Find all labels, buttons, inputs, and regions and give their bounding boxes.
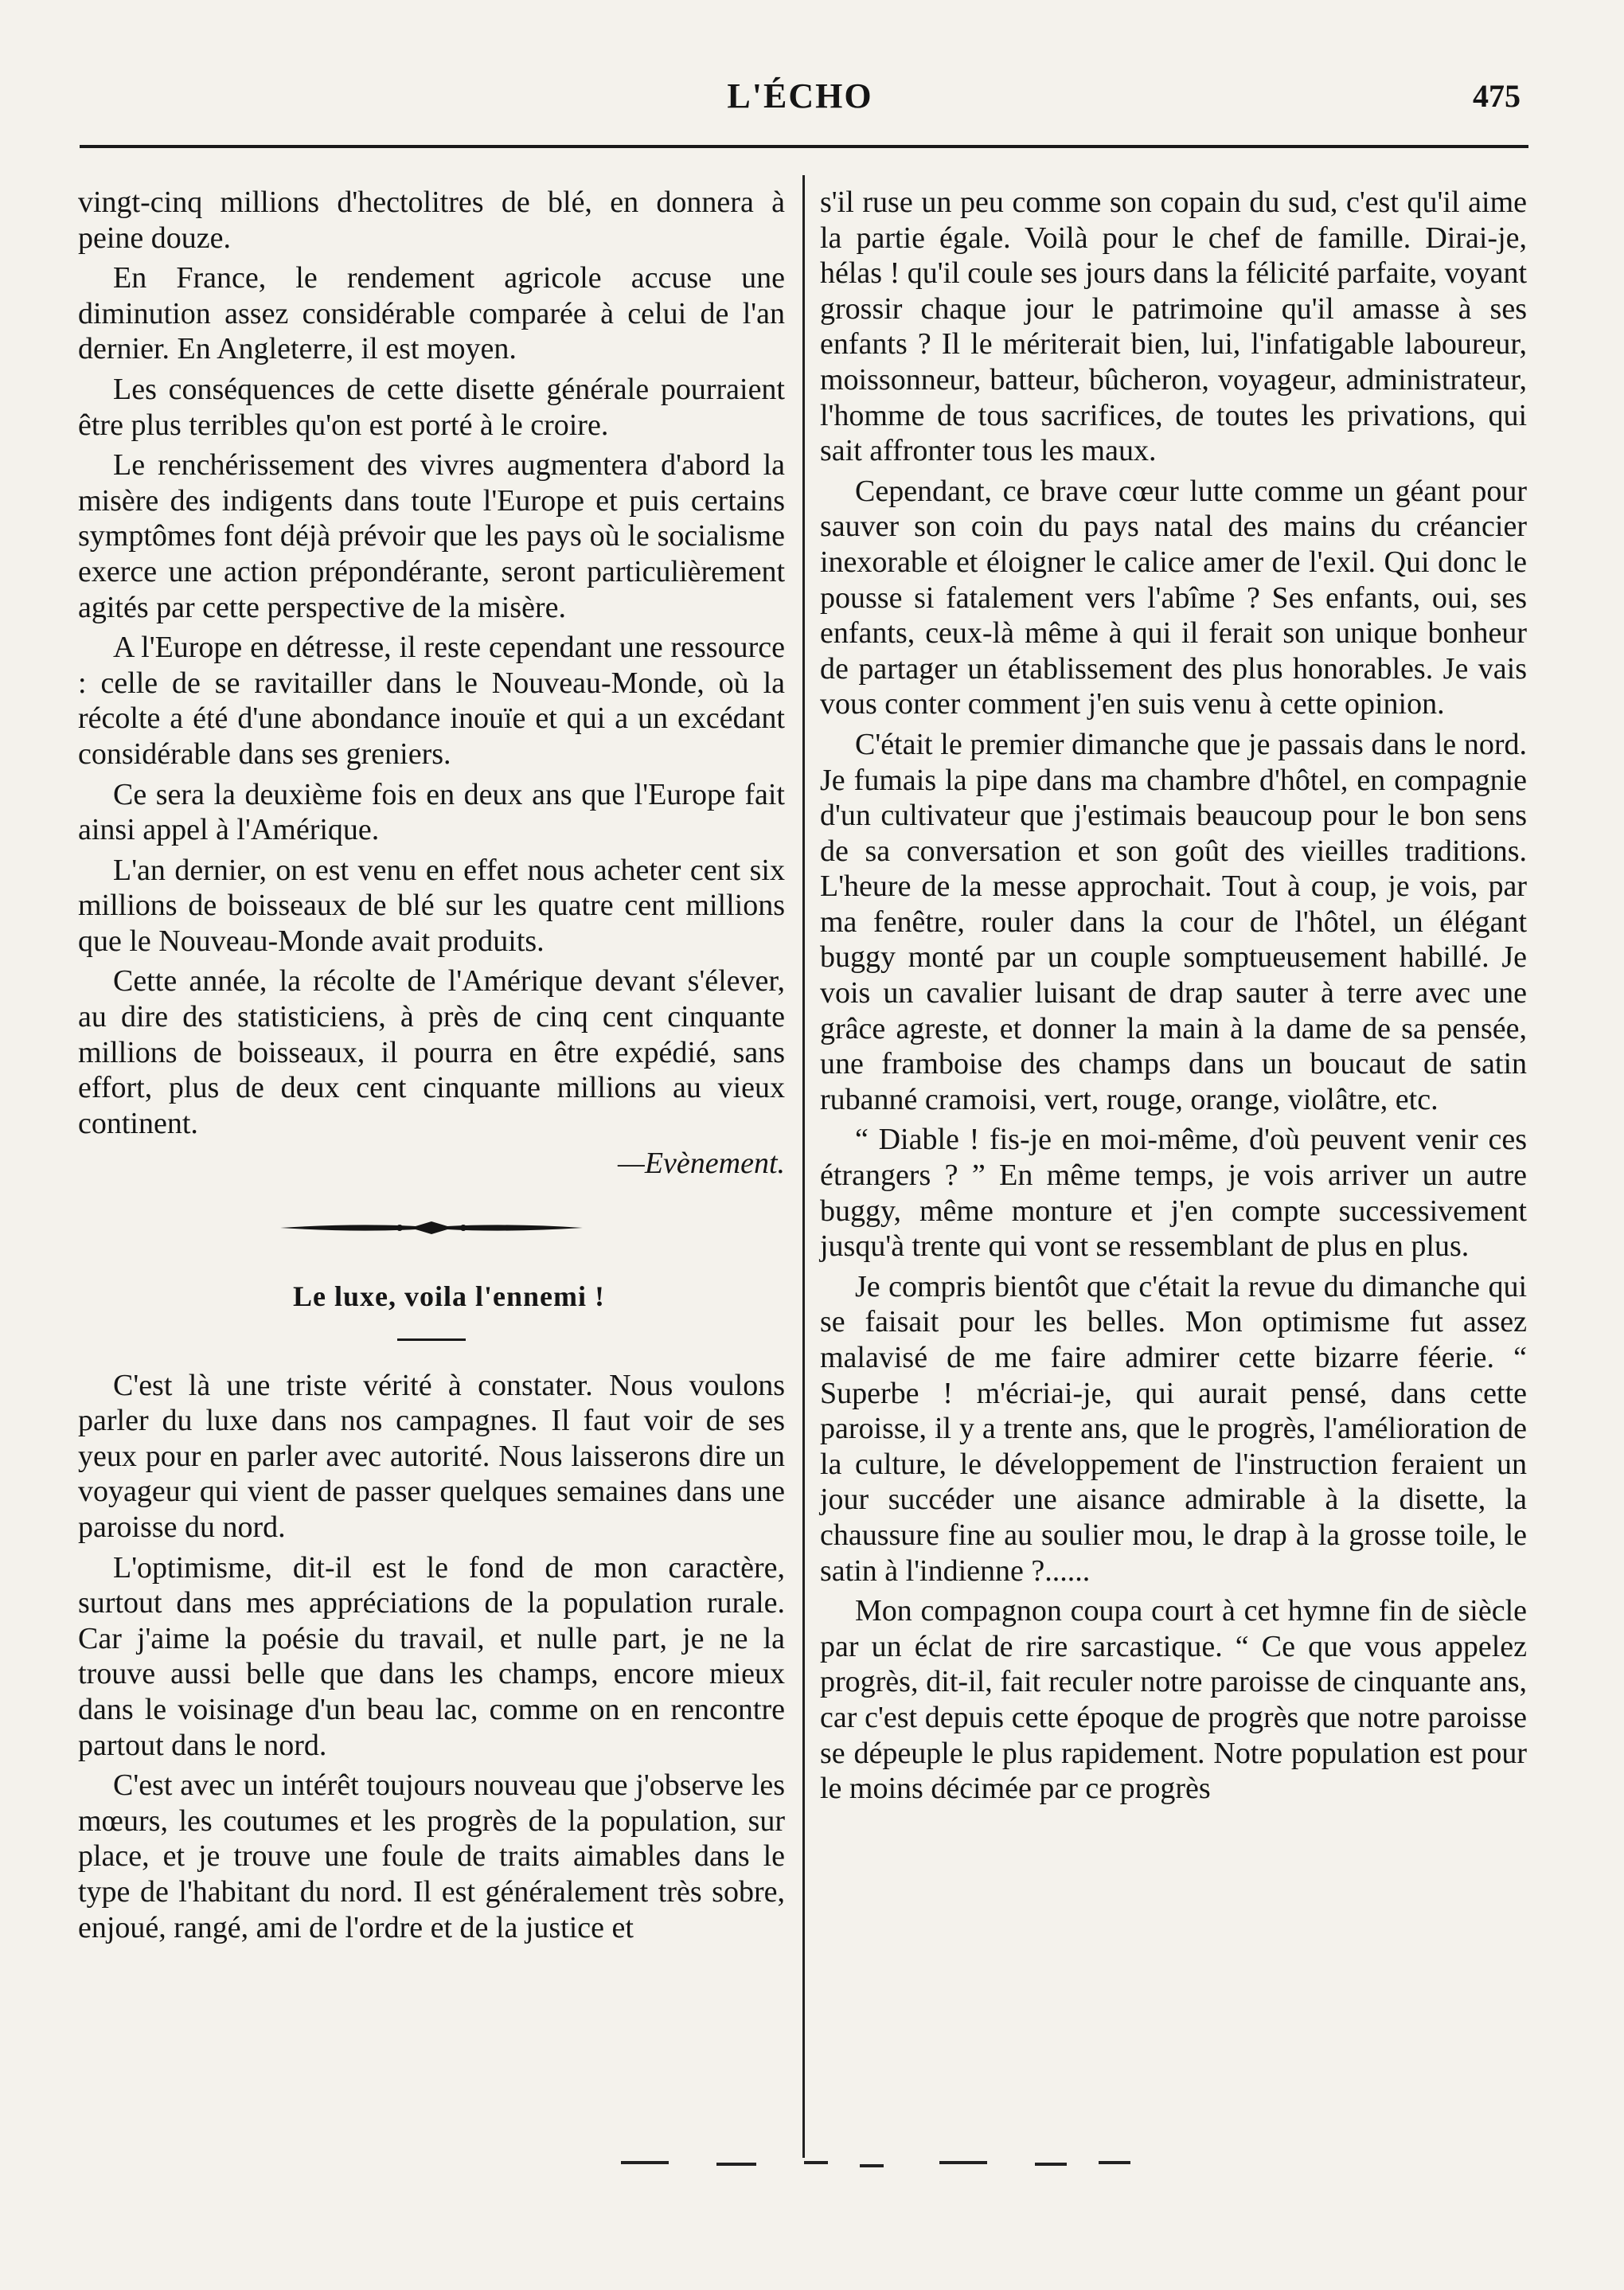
journal-title: L'ÉCHO (727, 76, 873, 115)
right-column (820, 185, 1527, 1811)
paragraph: Mon compagnon coupa court à cet hymne fin de siècle par un éclat de rire sarcastique. “ Ce que vous appelez progrès, dit-il, fait reculer notre paroisse de cinquante ans, car c'est depuis cette époque de progrès que notre paroisse se dépeuple le plus rapidement. Notre population est pour le moins décimée par ce progrès (820, 1594, 1527, 1806)
print-marks (621, 2156, 1194, 2180)
paragraph: L'optimisme, dit-il est le fond de mon caractère, surtout dans mes appréciations de la population rurale. Car j'aime la poésie du travail, et nulle part, je ne la trouve aussi belle que dans les champs, encore mieux dans le voisinage d'un beau lac, comme on en rencontre partout dans le nord. (78, 1550, 785, 1762)
page-number: 475 (1473, 78, 1521, 114)
paragraph: “ Diable ! fis-je en moi-même, d'où peuvent venir ces étrangers ? ” En même temps, je vois arriver un autre buggy, même monture et j'en compte successivement jusqu'à trente qui vont se ressemblant de plus en plus. (820, 1123, 1527, 1264)
article-title: Le luxe, voila l'ennemi ! (293, 1280, 605, 1313)
page-header (72, 76, 1528, 123)
paragraph: Cependant, ce brave cœur lutte comme un géant pour sauver son coin du pays natal des mains du créancier inexorable et éloigner le calice amer de l'exil. Qui donc le pousse si fatalement vers l'abîme ? Ses enfants, oui, ses enfants, ceux-là même à qui il ferait son unique bonheur de partager un établissement des plus honorables. Je vais vous conter comment j'en suis venu à cette opinion. (820, 474, 1527, 721)
paragraph: Le renchérissement des vivres augmentera d'abord la misère des indigents dans toute l'Europe et puis certains symptômes font déjà prévoir que les pays où le socialisme exerce une action prépondérante, seront particulièrement agités par cette perspective de la misère. (78, 448, 785, 624)
title-rule (397, 1338, 466, 1341)
ornament-divider (280, 1218, 583, 1237)
paragraph: s'il ruse un peu comme son copain du sud, c'est qu'il aime la partie égale. Voilà pour le chef de famille. Dirai-je, hélas ! qu'il coule ses jours dans la félicité parfaite, voyant grossir chaque jour le patrimoine qu'il amasse à ses enfants ? Il le mériterait bien, lui, l'infatigable laboureur, moissonneur, batteur, bûcheron, voyageur, administrateur, l'homme de tous sacrifices, de toutes les privations, qui sait affronter tous les maux. (820, 186, 1527, 468)
header-rule (80, 145, 1528, 148)
paragraph: L'an dernier, on est venu en effet nous acheter cent six millions de boisseaux de blé sur les quatre cent millions que le Nouveau-Monde avait produits. (78, 853, 785, 958)
paragraph: Les conséquences de cette disette générale pourraient être plus terribles qu'on est porté à le croire. (78, 372, 785, 442)
left-column (78, 185, 785, 1950)
paragraph: C'est avec un intérêt toujours nouveau que j'observe les mœurs, les coutumes et les progrès de la population, sur place, et je trouve une foule de traits aimables dans le type de l'habitant du nord. Il est généralement très sobre, enjoué, rangé, ami de l'ordre et de la justice et (78, 1768, 785, 1944)
paragraph: vingt-cinq millions d'hectolitres de blé, en donnera à peine douze. (78, 186, 785, 255)
paragraph: Je compris bientôt que c'était la revue du dimanche qui se faisait pour les belles. Mon optimisme fut assez malavisé de me faire admirer cette bizarre féerie. “ Superbe ! m'écriai-je, qui aurait pensé, dans cette paroisse, il y a trente ans, que le progrès, l'amélioration de la culture, le développement de l'instruction feraient un jour succéder une aisance admirable à la disette, la chaussure fine au soulier mou, le drap à la grosse toile, le satin à l'indienne ?...... (820, 1269, 1527, 1588)
paragraph: Cette année, la récolte de l'Amérique devant s'élever, au dire des statisticiens, à près de cinq cent cinquante millions de boisseaux, il pourra en être expédié, sans effort, plus de deux cent cinquante millions au vieux continent. (78, 964, 785, 1140)
paragraph: C'était le premier dimanche que je passais dans le nord. Je fumais la pipe dans ma chambre d'hôtel, en compagnie d'un cultivateur que j'estimais beaucoup pour le bon sens de sa conversation et son goût des vieilles traditions. L'heure de la messe approchait. Tout à coup, je vois, par ma fenêtre, rouler dans la cour de l'hôtel, un élégant buggy monté par un couple somptueusement habillé. Je vois un cavalier luisant de drap sauter à terre avec une grâce agreste, et donner la main à la dame de sa pensée, une framboise des champs dans un boucaut de satin rubanné cramoisi, vert, rouge, orange, violâtre, etc. (820, 727, 1527, 1116)
paragraph: A l'Europe en détresse, il reste cependant une ressource : celle de se ravitailler dans le Nouveau-Monde, où la récolte a été d'une abondance inouïe et qui a un excédant considérable dans ses greniers. (78, 631, 785, 771)
paragraph: En France, le rendement agricole accuse une diminution assez considérable comparée à celui de l'an dernier. En Angleterre, il est moyen. (78, 261, 785, 366)
paragraph: C'est là une triste vérité à constater. Nous voulons parler du luxe dans nos campagnes. Il faut voir de ses yeux pour en parler avec autorité. Nous laisserons dire un voyageur qui vient de passer quelques semaines dans une paroisse du nord. (78, 1368, 785, 1544)
column-divider (802, 175, 805, 2158)
source-signature: —Evènement. (618, 1147, 785, 1181)
paragraph: Ce sera la deuxième fois en deux ans que l'Europe fait ainsi appel à l'Amérique. (78, 777, 785, 847)
